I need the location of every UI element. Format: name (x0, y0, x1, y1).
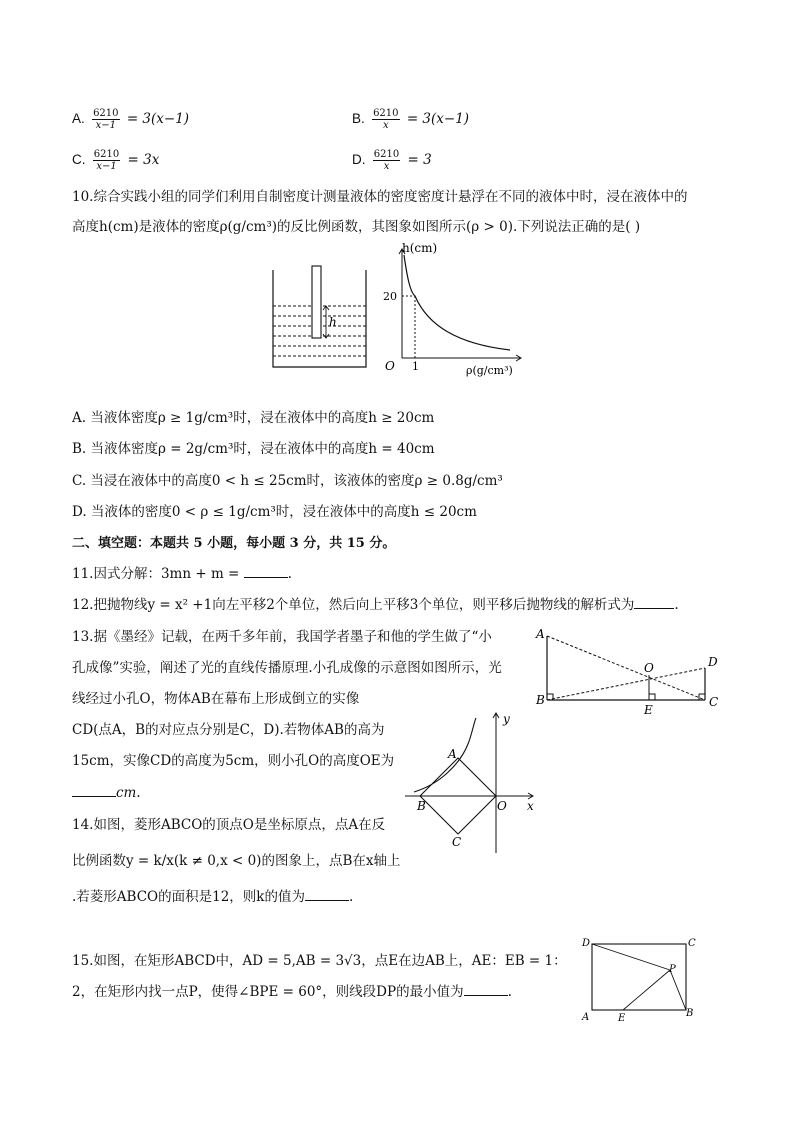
answer-blank[interactable] (464, 983, 508, 996)
q9-option-c: C. $\frac{6210}{x-1}$ = 3x (72, 149, 160, 172)
q11: 11.因式分解：3mn + m = . (72, 566, 292, 582)
q14-line2: 比例函数y = k/x(k ≠ 0,x < 0)的图象上，点B在x轴上 (72, 853, 401, 869)
point-b-label: B (536, 693, 545, 707)
point-d-label: D (708, 655, 718, 669)
h-label: h (329, 315, 337, 329)
answer-blank[interactable] (72, 784, 116, 797)
y-label: y (503, 712, 510, 726)
q13-line3: 线经过小孔O，物体AB在幕布上形成倒立的实像 (72, 691, 360, 707)
q10-option-c: C. 当浸在液体中的高度0 < h ≤ 25cm时，该液体的密度ρ ≥ 0.8g/cm³ (72, 473, 503, 489)
point-p-label: P (669, 964, 676, 975)
q15-line1: 15.如图，在矩形ABCD中，AD = 5,AB = 3√3，点E在边AB上，AE：EB = 1： (72, 953, 567, 969)
q13-pinhole-figure (535, 626, 725, 716)
q9-option-d: D. $\frac{6210}{x}$ = 3 (352, 149, 432, 172)
tick-1: 1 (412, 360, 419, 373)
point-e-label: E (618, 1013, 626, 1024)
x-label: x (527, 799, 534, 813)
q10-graph-figure (380, 240, 530, 378)
q13-line2: 孔成像”实验，阐述了光的直线传播原理.小孔成像的示意图如图所示，光 (72, 660, 502, 676)
right-angle-e (649, 694, 655, 700)
q14-line1: 14.如图，菱形ABCO的顶点O是坐标原点，点A在反 (72, 817, 386, 833)
q10-option-d: D. 当液体的密度0 < ρ ≤ 1g/cm³时，浸在液体中的高度h ≤ 20cm (72, 504, 477, 520)
point-a-label: A (536, 627, 545, 641)
q15-rectangle-figure (578, 934, 703, 1026)
q13-line5: 15cm，实像CD的高度为5cm，则小孔O的高度OE为 (72, 753, 395, 769)
point-o-label: O (497, 799, 507, 813)
q10-stem-line2: 高度h(cm)是液体的密度ρ(g/cm³)的反比例函数，其图象如图所示(ρ > 0).下列说法正确的是( ) (72, 219, 641, 235)
point-e-label: E (644, 703, 653, 716)
q13-line1: 13.据《墨经》记载，在两千多年前，我国学者墨子和他的学生做了“小 (72, 629, 492, 645)
x-axis-label: ρ(g/cm³) (466, 364, 513, 377)
ray-bd (547, 668, 705, 700)
inverse-curve (414, 718, 476, 792)
tick-20: 20 (383, 290, 397, 303)
fraction: $\frac{6210}{x-1}$ (93, 149, 120, 172)
q10-container-figure (268, 262, 370, 372)
rectangle-abcd (592, 944, 686, 1010)
densimeter-tube (312, 266, 321, 338)
fraction: $\frac{6210}{x-1}$ (93, 108, 119, 131)
point-d-label: D (582, 938, 591, 949)
fraction: $\frac{6210}{x}$ (373, 108, 399, 131)
answer-blank[interactable] (244, 565, 288, 578)
origin-label: O (385, 359, 395, 373)
point-a-label: A (582, 1012, 590, 1023)
point-a-label: A (448, 747, 457, 761)
q15-line2: 2，在矩形内找一点P，使得∠BPE = 60°，则线段DP的最小值为 . (72, 984, 512, 1000)
fraction: $\frac{6210}{x}$ (373, 149, 400, 172)
q14-rhombus-figure (400, 708, 545, 858)
point-o-label: O (644, 661, 654, 675)
point-b-label: B (417, 799, 426, 813)
point-b-label: B (686, 1008, 694, 1019)
q9-option-b: B. $\frac{6210}{x}$ = 3(x−1) (352, 108, 470, 131)
point-c-label: C (709, 695, 719, 709)
y-axis-label: h(cm) (402, 241, 438, 255)
q12: 12.把抛物线y = x² +1向左平移2个单位，然后向上平移3个单位，则平移后抛物线的解析式为 . (72, 597, 679, 613)
q9-option-a: A. $\frac{6210}{x-1}$ = 3(x−1) (72, 108, 190, 131)
answer-blank[interactable] (634, 596, 674, 609)
inverse-curve (404, 255, 510, 350)
segment-dp (592, 944, 670, 970)
q10-option-a: A. 当液体密度ρ ≥ 1g/cm³时，浸在液体中的高度h ≥ 20cm (72, 410, 435, 426)
segment-ep (623, 970, 670, 1010)
section-title: 二、填空题：本题共 5 小题，每小题 3 分，共 15 分。 (72, 536, 396, 551)
answer-blank[interactable] (305, 888, 349, 901)
q10-option-b: B. 当液体密度ρ = 2g/cm³时，浸在液体中的高度h = 40cm (72, 441, 435, 457)
q13-line4: CD(点A，B的对应点分别是C，D).若物体AB的高为 (72, 722, 385, 738)
q10-stem-line1: 10.综合实践小组的同学们利用自制密度计测量液体的密度密度计悬浮在不同的液体中时，浸在液体中的 (72, 189, 688, 205)
ray-ac (547, 636, 705, 700)
segment-bp (670, 970, 686, 1010)
point-c-label: C (688, 938, 696, 949)
q14-line3: .若菱形ABCO的面积是12，则k的值为 . (72, 889, 354, 905)
point-c-label: C (452, 835, 462, 849)
q13-answer-line: cm. (72, 784, 141, 802)
